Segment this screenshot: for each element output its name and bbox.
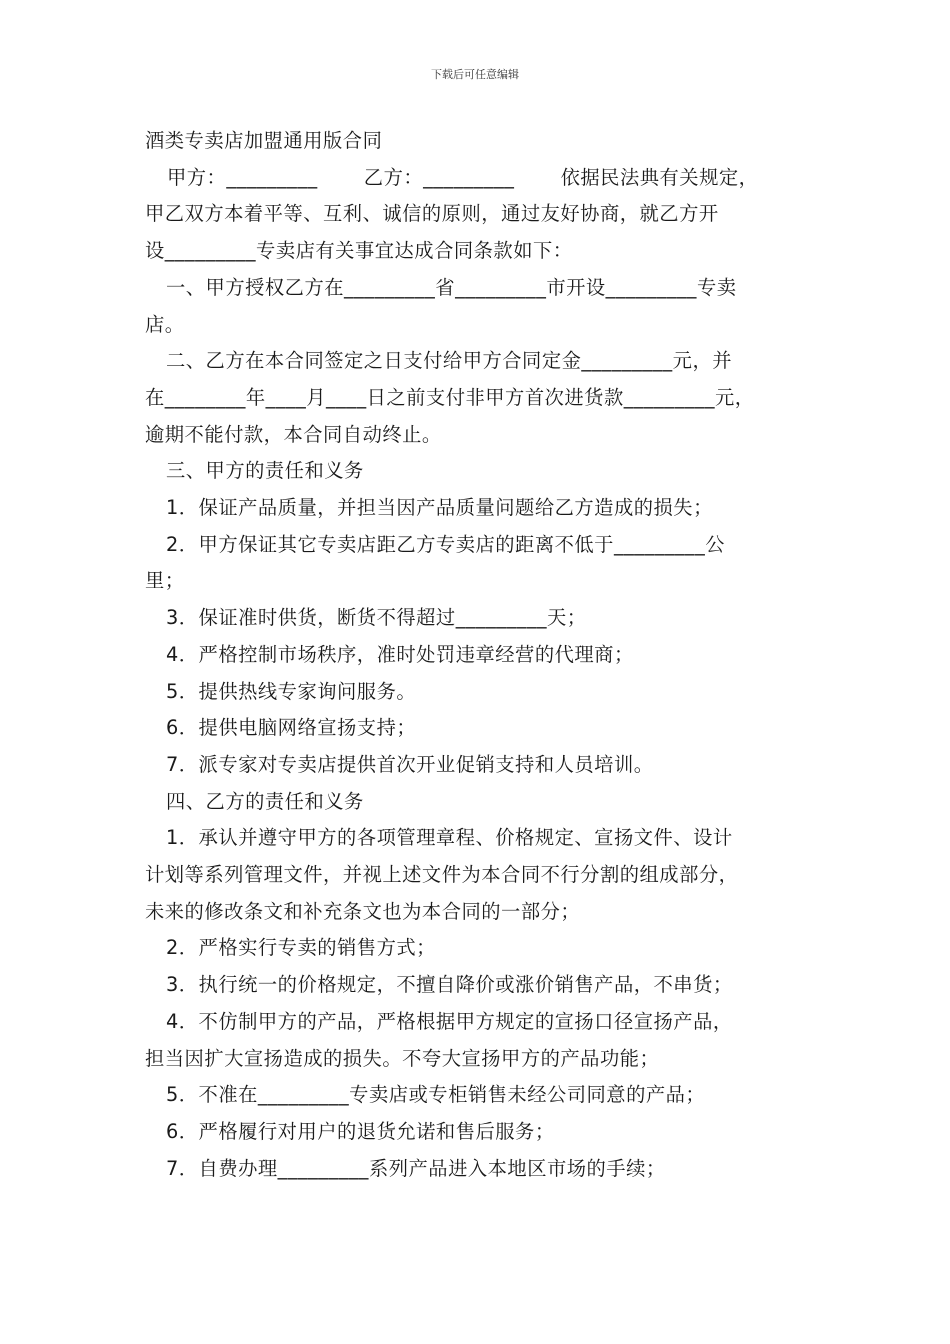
article-3-item-3: 3．保证准时供货，断货不得超过_________天； — [166, 606, 587, 630]
article-2-line-1: 二、乙方在本合同签定之日支付给甲方合同定金_________元，并 — [166, 349, 733, 373]
article-3-item-4: 4．严格控制市场秩序，准时处罚违章经营的代理商； — [166, 642, 634, 666]
article-3-item-2-line-1: 2．甲方保证其它专卖店距乙方专卖店的距离不低于_________公 — [166, 532, 725, 556]
article-4-item-4-line-2: 担当因扩大宣扬造成的损失。不夸大宣扬甲方的产品功能； — [145, 1046, 660, 1070]
intro-line-2: 甲乙双方本着平等、互利、诚信的原则，通过友好协商，就乙方开 — [145, 202, 719, 226]
article-4-item-1-line-2: 计划等系列管理文件，并视上述文件为本合同不行分割的组成部分， — [145, 863, 739, 887]
article-4-item-1-line-1: 1．承认并遵守甲方的各项管理章程、价格规定、宣扬文件、设计 — [166, 826, 733, 850]
intro-line-3: 设_________专卖店有关事宜达成合同条款如下： — [145, 239, 573, 263]
article-2-line-2: 在________年____月____日之前支付非甲方首次进货款_________元， — [145, 385, 755, 409]
document-body — [145, 123, 825, 1187]
page-header-note: 下载后可任意编辑 — [431, 68, 519, 81]
article-1-line-2: 店。 — [145, 312, 185, 336]
article-4-item-6: 6．严格履行对用户的退货允诺和售后服务； — [166, 1119, 555, 1143]
parties-line: 甲方：_________ 乙方：_________ 依据民法典有关规定， — [167, 165, 759, 189]
article-4-item-3: 3．执行统一的价格规定，不擅自降价或涨价销售产品，不串货； — [166, 973, 733, 997]
article-3-item-6: 6．提供电脑网络宣扬支持； — [166, 716, 417, 740]
article-3-item-5: 5．提供热线专家询问服务。 — [166, 679, 417, 703]
article-4-item-4-line-1: 4．不仿制甲方的产品，严格根据甲方规定的宣扬口径宣扬产品， — [166, 1009, 733, 1033]
article-4-title: 四、乙方的责任和义务 — [166, 789, 364, 813]
article-4-item-5: 5．不准在_________专卖店或专柜销售未经公司同意的产品； — [166, 1083, 706, 1107]
article-4-item-7: 7．自费办理_________系列产品进入本地区市场的手续； — [166, 1156, 666, 1180]
article-4-item-2: 2．严格实行专卖的销售方式； — [166, 936, 436, 960]
article-3-item-7: 7．派专家对专卖店提供首次开业促销支持和人员培训。 — [166, 752, 654, 776]
article-3-item-2-line-2: 里； — [145, 569, 185, 593]
document-title: 酒类专卖店加盟通用版合同 — [145, 129, 383, 152]
article-4-item-1-line-3: 未来的修改条文和补充条文也为本合同的一部分； — [145, 899, 581, 923]
article-3-item-1: 1．保证产品质量，并担当因产品质量问题给乙方造成的损失； — [166, 496, 713, 520]
article-1-line-1: 一、甲方授权乙方在_________省_________市开设_________专卖 — [166, 275, 737, 299]
article-3-title: 三、甲方的责任和义务 — [166, 459, 364, 483]
article-2-line-3: 逾期不能付款，本合同自动终止。 — [145, 422, 442, 446]
